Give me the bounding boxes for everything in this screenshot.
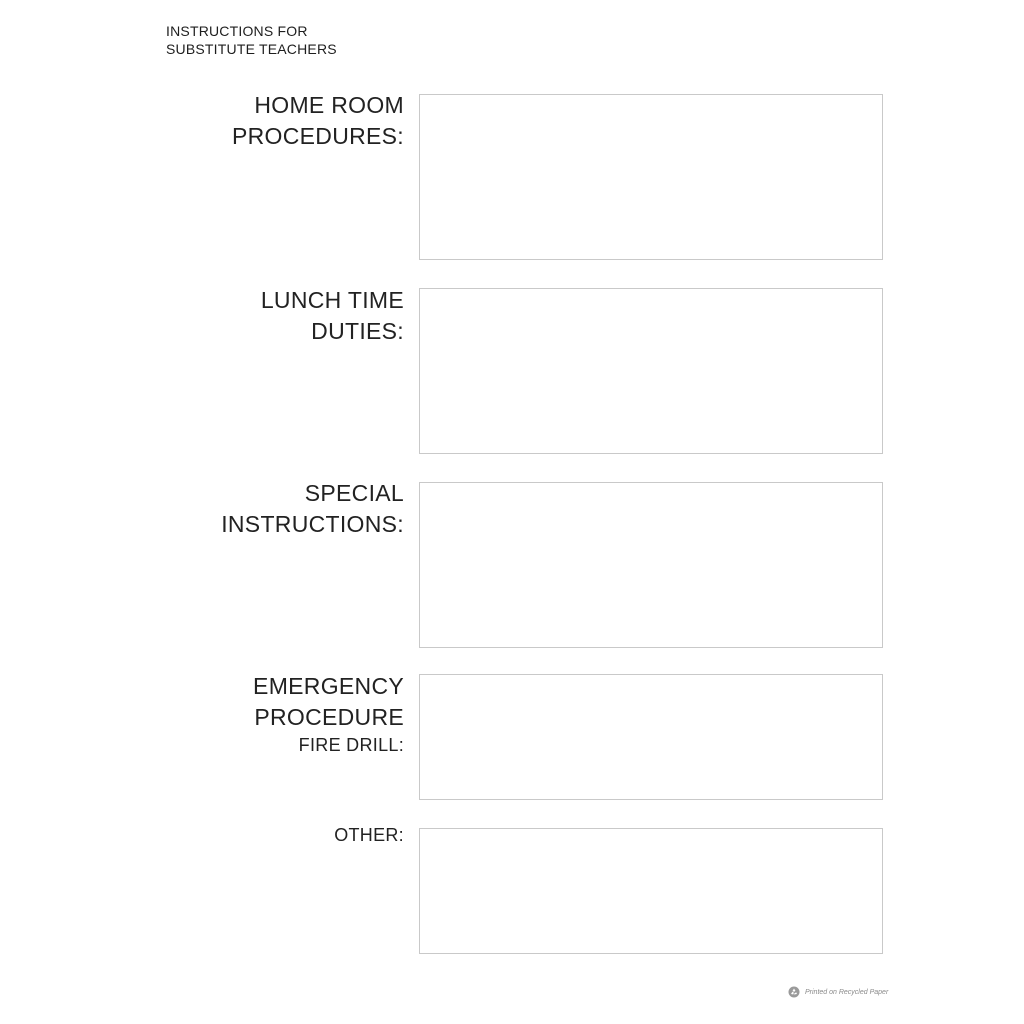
lunch-time-label-line-1: LUNCH TIME — [260, 287, 404, 313]
title-line-2: SUBSTITUTE TEACHERS — [166, 41, 337, 57]
other-label-line-1: OTHER: — [334, 825, 404, 845]
home-room-label — [232, 90, 404, 152]
emergency-procedure-label-line-1: EMERGENCY — [253, 673, 404, 699]
fire-drill-label: FIRE DRILL: — [298, 735, 404, 755]
page-title — [166, 22, 337, 58]
title-line-1: INSTRUCTIONS FOR — [166, 23, 308, 39]
lunch-time-label — [261, 285, 404, 347]
emergency-procedure-box[interactable] — [419, 674, 883, 800]
emergency-procedure-label-line-2: PROCEDURE — [254, 704, 404, 730]
lunch-time-label-line-2: DUTIES: — [311, 318, 404, 344]
emergency-procedure-label — [253, 671, 404, 758]
other-box[interactable] — [419, 828, 883, 954]
special-instructions-label-line-1: SPECIAL — [304, 480, 404, 506]
special-instructions-label — [221, 478, 404, 540]
lunch-time-box[interactable] — [419, 288, 883, 454]
footer-text: Printed on Recycled Paper — [805, 988, 889, 996]
home-room-label-line-1: HOME ROOM — [254, 92, 404, 118]
recycle-icon — [788, 986, 800, 998]
special-instructions-label-line-2: INSTRUCTIONS: — [221, 511, 404, 537]
home-room-box[interactable] — [419, 94, 883, 260]
recycled-paper-note — [788, 986, 888, 998]
special-instructions-box[interactable] — [419, 482, 883, 648]
other-label — [334, 823, 404, 848]
home-room-label-line-2: PROCEDURES: — [232, 123, 404, 149]
